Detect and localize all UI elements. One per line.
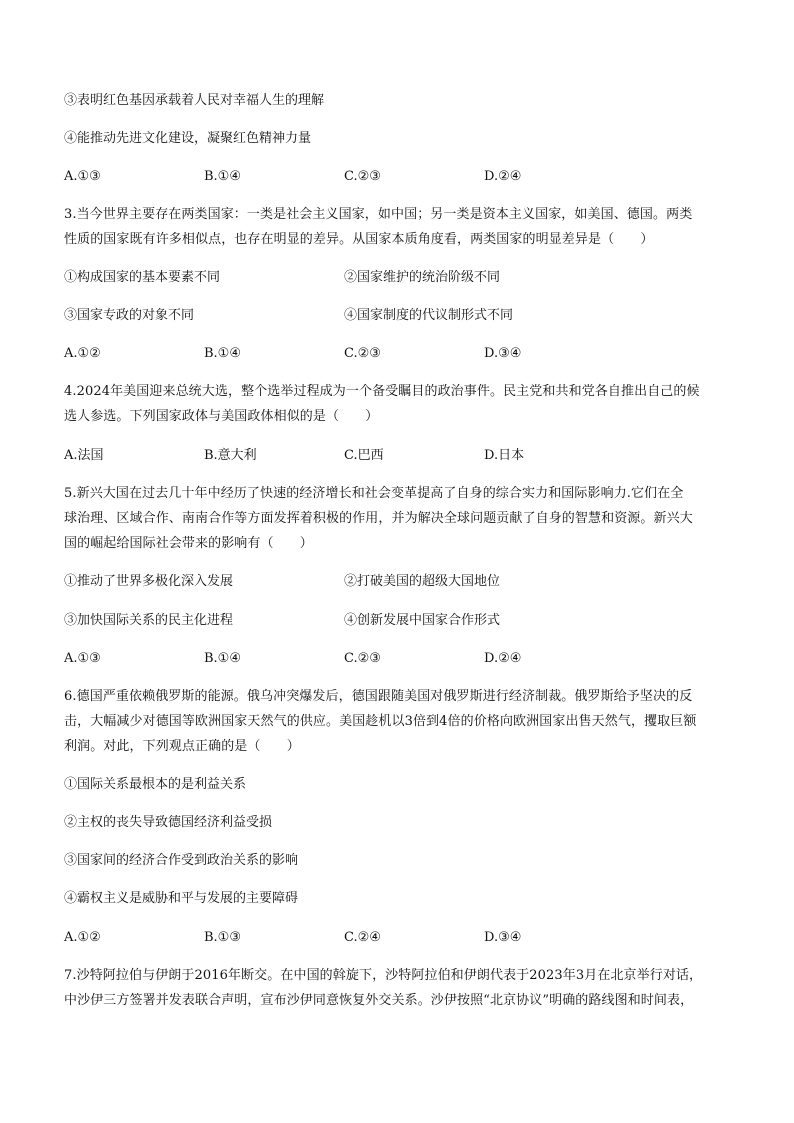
statement: ③加快国际关系的民主化进程 xyxy=(64,613,234,628)
answer-option-c: C.②③ xyxy=(344,346,381,361)
statement: ①推动了世界多极化深入发展 xyxy=(64,574,234,589)
question-5-stem-line: 5.新兴大国在过去几十年中经历了快速的经济增长和社会变革提高了自身的综合实力和国际影响力.它们在全 xyxy=(64,486,684,501)
answer-option-b: B.①④ xyxy=(204,346,241,361)
answer-option-d: D.③④ xyxy=(484,346,522,361)
statement: ①国际关系最根本的是利益关系 xyxy=(64,777,247,792)
answer-option-d: D.③④ xyxy=(484,930,522,945)
answer-option-d: D.②④ xyxy=(484,169,522,184)
answer-option-b: B.①④ xyxy=(204,169,241,184)
statement: ④国家制度的代议制形式不同 xyxy=(344,308,514,323)
answer-option-d: D.②④ xyxy=(484,651,522,666)
question-6-stem-line: 利润。对此，下列观点正确的是（ ） xyxy=(64,739,300,754)
answer-option-a: A.①② xyxy=(64,346,101,361)
answer-option-b: B.①③ xyxy=(204,930,241,945)
question-7-stem-line: 7.沙特阿拉伯与伊朗于2016年断交。在中国的斡旋下，沙特阿拉伯和伊朗代表于2023年3月在北京举行对话， xyxy=(64,968,703,983)
statement: ④能推动先进文化建设，凝聚红色精神力量 xyxy=(64,131,312,146)
answer-option-a: A.①② xyxy=(64,930,101,945)
answer-option-c: C.②③ xyxy=(344,169,381,184)
statement: ③国家专政的对象不同 xyxy=(64,308,195,323)
statement: ③国家间的经济合作受到政治关系的影响 xyxy=(64,853,299,868)
answer-option-a: A.①③ xyxy=(64,169,101,184)
question-4-stem-line: 4.2024年美国迎来总统大选，整个选举过程成为一个备受瞩目的政治事件。民主党和共和党各自推出自己的候 xyxy=(64,384,700,399)
statement: ④创新发展中国家合作形式 xyxy=(344,613,501,628)
statement: ①构成国家的基本要素不同 xyxy=(64,270,221,285)
answer-option-b: B.①④ xyxy=(204,651,241,666)
statement: ②打破美国的超级大国地位 xyxy=(344,574,501,589)
answer-option-c: C.②④ xyxy=(344,930,381,945)
statement: ②主权的丧失导致德国经济利益受损 xyxy=(64,815,273,830)
question-3-stem-line: 性质的国家既有许多相似点，也存在明显的差异。从国家本质角度看，两类国家的明显差异是（ ） xyxy=(64,232,654,247)
question-3-stem-line: 3.当今世界主要存在两类国家：一类是社会主义国家，如中国；另一类是资本主义国家，如美国、德国。两类 xyxy=(64,207,693,222)
statement: ②国家维护的统治阶级不同 xyxy=(344,270,501,285)
answer-option-b: B.意大利 xyxy=(204,448,257,463)
question-6-stem-line: 击，大幅减少对德国等欧洲国家天然气的供应。美国趁机以3倍到4倍的价格向欧洲国家出售天然气，攫取巨额 xyxy=(64,714,697,729)
answer-option-a: A.法国 xyxy=(64,448,104,463)
answer-option-d: D.日本 xyxy=(484,448,525,463)
statement: ④霸权主义是威胁和平与发展的主要障碍 xyxy=(64,891,299,906)
question-7-stem-line: 中沙伊三方签署并发表联合声明，宣布沙伊同意恢复外交关系。沙伊按照“北京协议”明确的路线图和时间表， xyxy=(64,993,694,1008)
question-5-stem-line: 国的崛起给国际社会带来的影响有（ ） xyxy=(64,536,313,551)
question-4-stem-line: 选人参选。下列国家政体与美国政体相似的是（ ） xyxy=(64,409,379,424)
answer-option-c: C.②③ xyxy=(344,651,381,666)
question-6-stem-line: 6.德国严重依赖俄罗斯的能源。俄乌冲突爆发后，德国跟随美国对俄罗斯进行经济制裁。俄罗斯给予坚决的反 xyxy=(64,689,693,704)
answer-option-a: A.①③ xyxy=(64,651,101,666)
question-5-stem-line: 球治理、区域合作、南南合作等方面发挥着积极的作用，并为解决全球问题贡献了自身的智慧和资源。新兴大 xyxy=(64,511,693,526)
answer-option-c: C.巴西 xyxy=(344,448,384,463)
statement: ③表明红色基因承载着人民对幸福人生的理解 xyxy=(64,93,325,108)
